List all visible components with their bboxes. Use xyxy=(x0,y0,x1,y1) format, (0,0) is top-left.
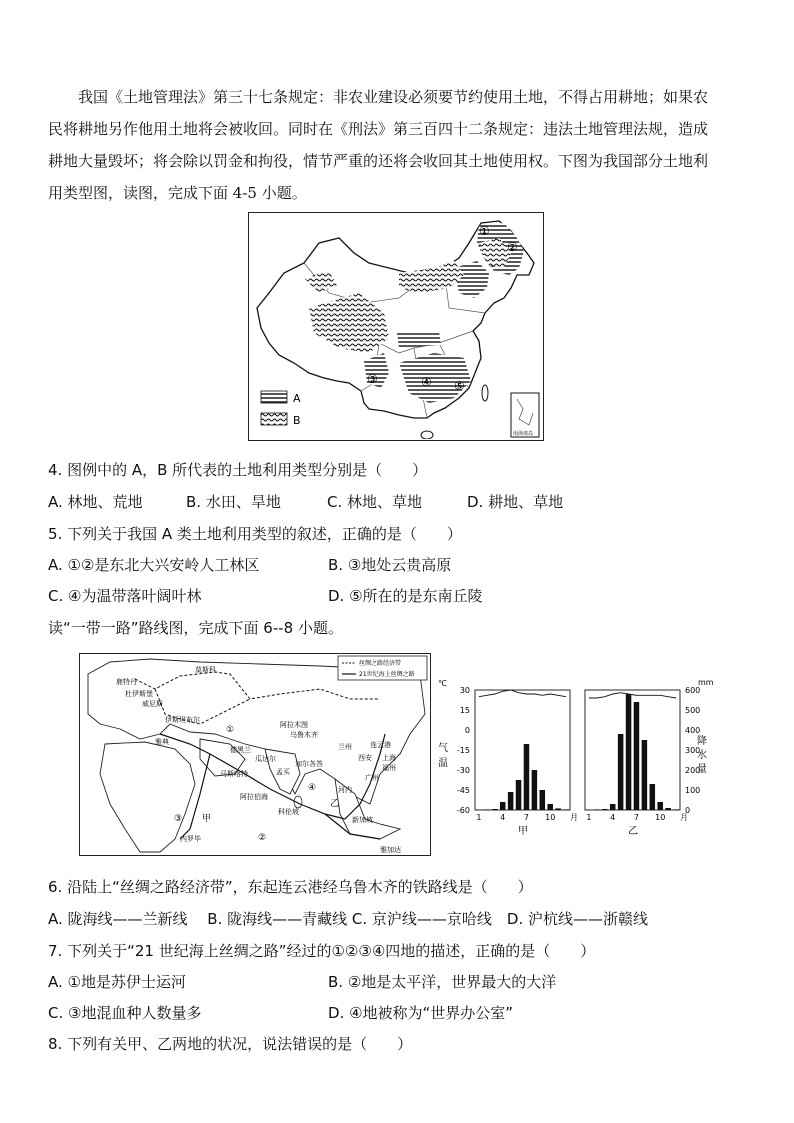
temp-tick-label: 15 xyxy=(459,706,470,715)
yi-month-tick: 10 xyxy=(655,813,666,822)
q5-option-a[interactable]: A. ①②是东北大兴安岭人工林区 xyxy=(48,556,260,574)
label-muscat: 马斯喀特 xyxy=(220,770,248,778)
chart-jia-label: 甲 xyxy=(518,826,528,837)
legend-a-swatch xyxy=(261,391,287,403)
jia-precip-bar xyxy=(524,744,530,810)
precip-tick-label: 200 xyxy=(685,766,701,775)
marker-c2: ② xyxy=(258,833,267,843)
precip-tick-label: 0 xyxy=(685,806,691,815)
jia-precip-bar xyxy=(547,804,553,810)
temp-tick-label: 30 xyxy=(459,686,470,695)
legend-b-swatch xyxy=(261,413,287,425)
marker-3: ③ xyxy=(367,372,378,386)
temp-tick-label: 0 xyxy=(464,726,470,735)
chart-jia-temp-line xyxy=(479,690,566,697)
inset-label: 南海诸岛 xyxy=(513,431,534,437)
q5-option-b[interactable]: B. ③地处云贵高原 xyxy=(328,556,452,574)
precip-tick-label: 100 xyxy=(685,786,701,795)
precip-label-3: 量 xyxy=(697,764,707,775)
label-colombo: 科伦坡 xyxy=(278,808,299,816)
yi-month-tick: 7 xyxy=(633,813,640,822)
label-mumbai: 孟买 xyxy=(276,768,290,776)
yi-precip-bar xyxy=(610,804,616,810)
q4-stem: 4. 图例中的 A，B 所代表的土地利用类型分别是（ ） xyxy=(48,461,428,479)
temp-tick-label: -60 xyxy=(456,806,470,815)
jia-precip-bar xyxy=(563,809,569,810)
label-guangzhou: 广州 xyxy=(365,774,379,782)
label-venice: 威尼斯 xyxy=(142,700,163,708)
label-duisburg: 杜伊斯堡 xyxy=(125,690,153,698)
label-gwadar: 瓜达尔 xyxy=(255,755,276,763)
jia-month-tick: 1 xyxy=(476,813,482,822)
label-arabian-sea: 阿拉伯海 xyxy=(240,793,268,801)
yi-precip-bar xyxy=(642,740,648,810)
jia-month-tick: 7 xyxy=(523,813,530,822)
chart-yi-frame xyxy=(585,690,680,810)
label-urumqi: 乌鲁木齐 xyxy=(290,731,318,739)
jia-precip-bar xyxy=(492,809,498,810)
legend-a-label: A xyxy=(293,392,301,405)
q5-option-c[interactable]: C. ④为温带落叶阔叶林 xyxy=(48,587,202,605)
legend-land-route: 丝绸之路经济带 xyxy=(359,660,402,667)
jia-month-tick: 10 xyxy=(545,813,556,822)
q7-stem: 7. 下列关于“21 世纪海上丝绸之路”经过的①②③④四地的描述，正确的是（ ） xyxy=(48,942,596,960)
q5-option-d[interactable]: D. ⑤所在的是东南丘陵 xyxy=(328,587,483,605)
label-fuzhou: 福州 xyxy=(382,764,396,772)
precip-unit: mm xyxy=(698,678,714,687)
jia-precip-bar xyxy=(555,808,561,810)
intro-line-1: 我国《土地管理法》第三十七条规定：非农业建设必须要节约使用土地，不得占用耕地；如果农 xyxy=(78,88,709,106)
q6-options[interactable]: A. 陇海线——兰新线 B. 陇海线——青藏线 C. 京沪线——京哈线 D. 沪杭线——浙赣线 xyxy=(48,910,648,928)
yi-precip-bar xyxy=(673,809,679,810)
china-land-use-map xyxy=(248,212,544,441)
q7-option-b[interactable]: B. ②地是太平洋，世界最大的大洋 xyxy=(328,973,557,991)
yi-precip-bar xyxy=(594,809,600,810)
intro-line-2: 民将耕地另作他用土地将会被收回。同时在《刑法》第三百四十二条规定：违法土地管理法规，造成 xyxy=(48,120,709,138)
legend-b-label: B xyxy=(293,414,301,427)
yi-precip-bar xyxy=(618,734,624,810)
jia-precip-bar xyxy=(500,802,506,810)
q5-stem: 5. 下列关于我国 A 类土地利用类型的叙述，正确的是（ ） xyxy=(48,525,462,543)
legend-sea-route: 21世纪海上丝绸之路 xyxy=(359,671,415,678)
climate-charts xyxy=(430,676,730,846)
intro-line-3: 耕地大量毁坏；将会除以罚金和拘役，情节严重的还将会收回其土地使用权。下图为我国部分土地利 xyxy=(48,152,709,170)
label-lanzhou: 兰州 xyxy=(338,743,352,751)
q7-option-a[interactable]: A. ①地是苏伊士运河 xyxy=(48,973,186,991)
q8-stem: 8. 下列有关甲、乙两地的状况，说法错误的是（ ） xyxy=(48,1035,413,1053)
intro-line-4: 用类型图，读图，完成下面 4-5 小题。 xyxy=(48,184,307,202)
yi-precip-bar xyxy=(626,694,632,810)
label-singapore: 新加坡 xyxy=(352,816,373,824)
jia-precip-bar xyxy=(540,790,546,810)
temp-tick-label: -45 xyxy=(456,786,470,795)
label-rotterdam: 鹿特丹 xyxy=(116,678,137,686)
temp-label-1: 气 xyxy=(438,743,448,754)
temp-tick-label: -30 xyxy=(456,766,470,775)
label-jakarta: 雅加达 xyxy=(380,846,401,854)
label-hanoi: 河内 xyxy=(338,786,352,794)
label-jia: 甲 xyxy=(202,814,212,824)
label-moscow: 莫斯科 xyxy=(195,666,216,674)
label-nairobi: 内罗毕 xyxy=(180,835,201,843)
q4-option-a[interactable]: A. 林地、荒地 xyxy=(48,493,143,511)
precip-tick-label: 400 xyxy=(685,726,701,735)
label-xian: 西安 xyxy=(358,754,372,762)
label-athens: 雅典 xyxy=(155,738,169,746)
marker-c1: ① xyxy=(226,725,235,735)
label-kolkata: 加尔各答 xyxy=(295,760,323,768)
jia-precip-bar xyxy=(508,792,514,810)
region-a-central xyxy=(397,331,441,348)
precip-tick-label: 500 xyxy=(685,706,701,715)
chart-jia-frame xyxy=(475,690,570,810)
jia-precip-bar xyxy=(532,770,538,810)
label-lianyungang: 连云港 xyxy=(370,741,391,749)
q7-option-c[interactable]: C. ③地混血种人数量多 xyxy=(48,1004,202,1022)
marker-5: ⑤ xyxy=(454,379,465,393)
marker-1: ① xyxy=(479,224,490,238)
chart-yi-label: 乙 xyxy=(628,826,638,837)
label-tehran: 德黑兰 xyxy=(230,746,251,754)
q7-option-d[interactable]: D. ④地被称为“世界办公室” xyxy=(328,1004,514,1022)
yi-month-tick: 4 xyxy=(610,813,616,822)
precip-label-2: 水 xyxy=(697,750,707,761)
q4-option-b[interactable]: B. 水田、旱地 xyxy=(186,493,281,511)
q4-option-d[interactable]: D. 耕地、草地 xyxy=(467,493,564,511)
month-label-jia: 月 xyxy=(570,813,578,822)
q6-stem: 6. 沿陆上“丝绸之路经济带”，东起连云港经乌鲁木齐的铁路线是（ ） xyxy=(48,878,533,896)
yi-precip-bar xyxy=(657,802,663,810)
jia-precip-bar xyxy=(484,809,490,810)
chart-yi-temp-line xyxy=(589,693,676,698)
marker-c4: ④ xyxy=(308,783,317,793)
yi-precip-bar xyxy=(665,808,671,810)
jia-precip-bar xyxy=(516,780,522,810)
temp-label-2: 温 xyxy=(438,758,448,769)
belt-road-map xyxy=(79,653,431,856)
marker-4: ④ xyxy=(421,375,432,389)
temp-unit: ℃ xyxy=(438,679,447,688)
marker-c3: ③ xyxy=(174,814,183,824)
yi-precip-bar xyxy=(650,784,656,810)
yi-month-tick: 1 xyxy=(586,813,592,822)
precip-tick-label: 300 xyxy=(685,746,701,755)
precip-tick-label: 600 xyxy=(685,686,701,695)
intro-2: 读“一带一路”路线图，完成下面 6--8 小题。 xyxy=(48,619,343,637)
marker-2: ② xyxy=(507,240,518,254)
yi-precip-bar xyxy=(602,809,608,810)
label-istanbul: 伊斯坦布尔 xyxy=(165,716,200,724)
label-yi: 乙 xyxy=(330,799,340,809)
yi-precip-bar xyxy=(634,702,640,810)
precip-label-1: 降 xyxy=(697,736,707,747)
month-label-yi: 月 xyxy=(680,813,688,822)
jia-month-tick: 4 xyxy=(500,813,506,822)
q4-option-c[interactable]: C. 林地、草地 xyxy=(327,493,423,511)
label-shanghai: 上海 xyxy=(382,754,396,762)
temp-tick-label: -15 xyxy=(456,746,470,755)
label-almaty: 阿拉木图 xyxy=(280,721,308,729)
